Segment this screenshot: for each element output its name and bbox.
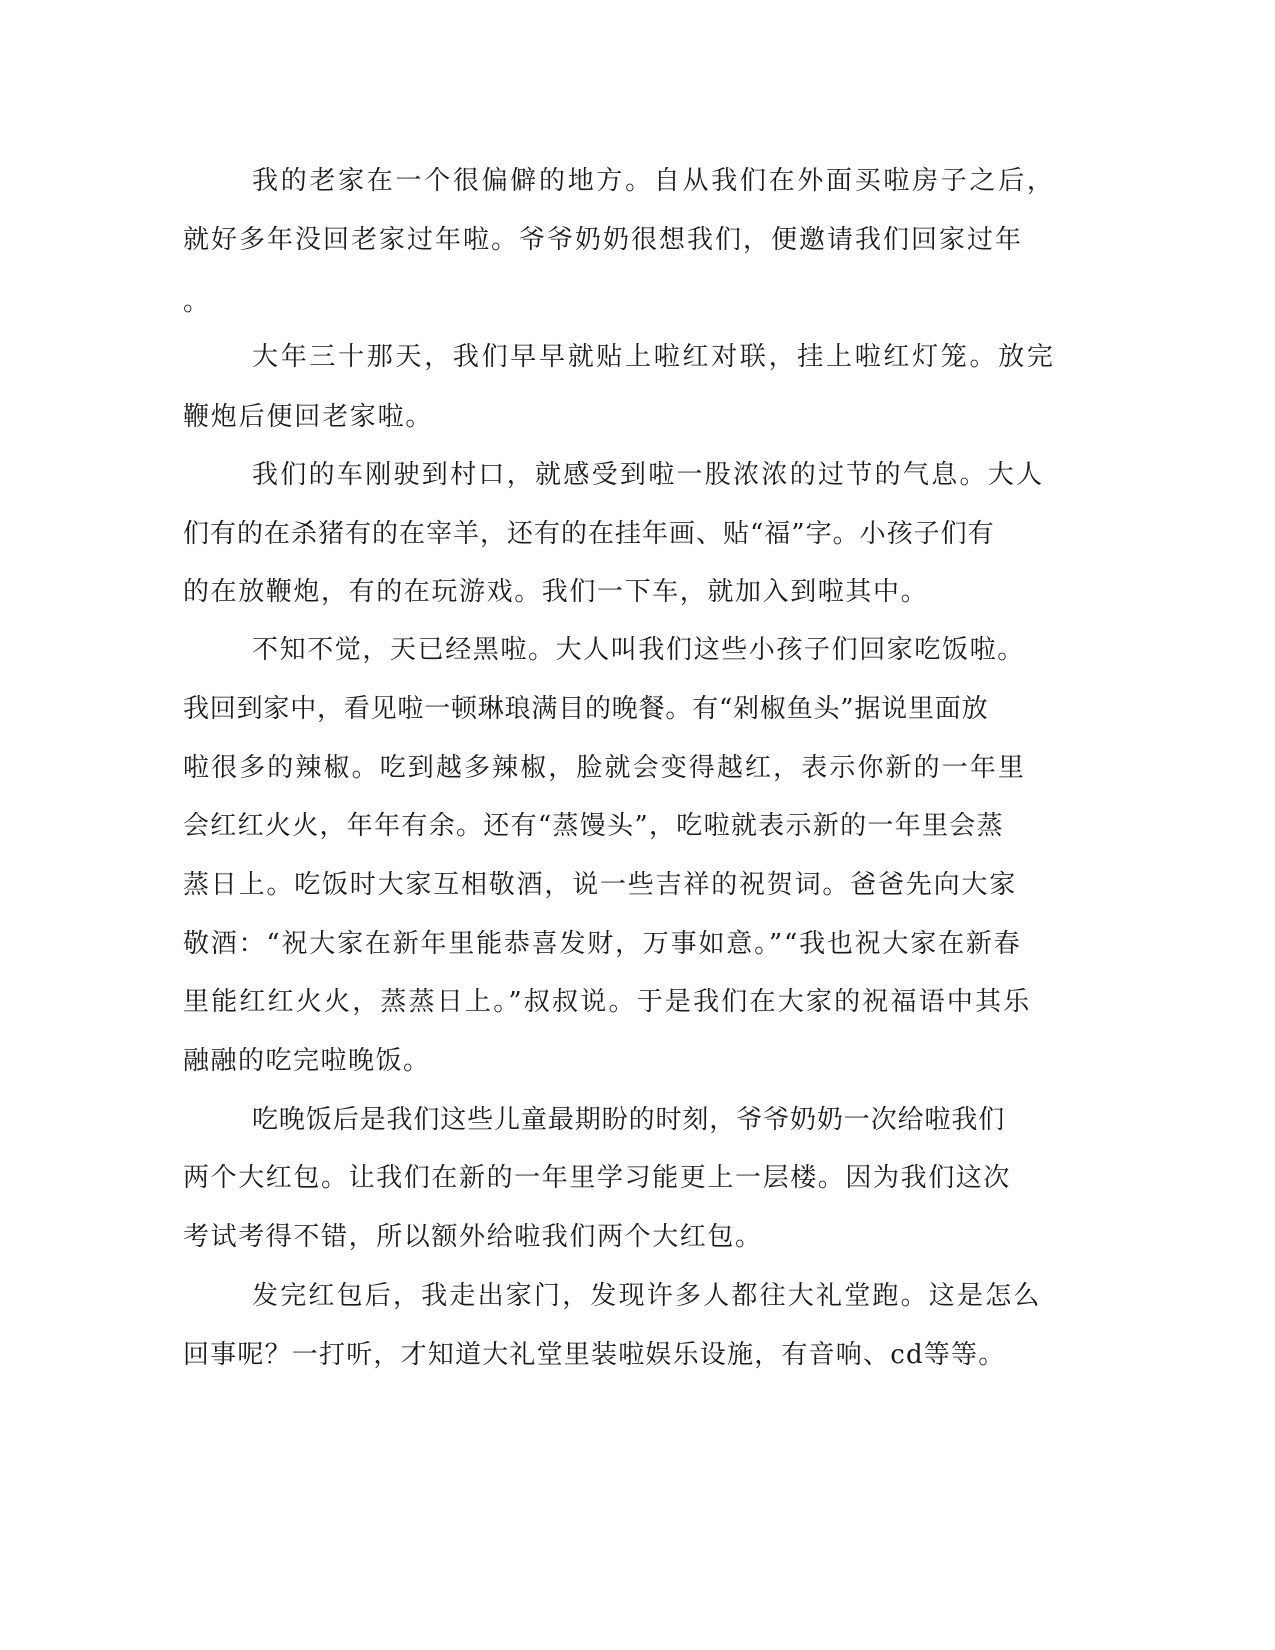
text-line: 我的老家在一个很偏僻的地方。自从我们在外面买啦房子之后， bbox=[252, 166, 1056, 196]
text-line: 吃晚饭后是我们这些儿童最期盼的时刻，爷爷奶奶一次给啦我们 bbox=[252, 1105, 1006, 1135]
text-line: 我回到家中，看见啦一顿琳琅满目的晚餐。有“剁椒鱼头”据说里面放 bbox=[183, 694, 989, 724]
text-line: 考试考得不错，所以额外给啦我们两个大红包。 bbox=[183, 1222, 763, 1252]
text-line: 的在放鞭炮，有的在玩游戏。我们一下车，就加入到啦其中。 bbox=[183, 577, 929, 607]
text-line: 们有的在杀猪有的在宰羊，还有的在挂年画、贴“福”字。小孩子们有 bbox=[183, 519, 995, 549]
text-line: 。 bbox=[183, 287, 210, 317]
text-line: 啦很多的辣椒。吃到越多辣椒，脸就会变得越红，表示你新的一年里 bbox=[183, 753, 1027, 783]
text-line: 里能红红火火，蒸蒸日上。”叔叔说。于是我们在大家的祝福语中其乐 bbox=[183, 987, 1032, 1017]
text-line: 不知不觉，天已经黑啦。大人叫我们这些小孩子们回家吃饭啦。 bbox=[252, 635, 1025, 665]
text-line: 敬酒：“祝大家在新年里能恭喜发财，万事如意。”“我也祝大家在新春 bbox=[183, 929, 1022, 959]
text-line: 回事呢？一打听，才知道大礼堂里装啦娱乐设施，有音响、cd等等。 bbox=[183, 1340, 1006, 1370]
text-line: 就好多年没回老家过年啦。爷爷奶奶很想我们，便邀请我们回家过年 bbox=[183, 225, 1024, 255]
text-line: 融融的吃完啦晚饭。 bbox=[183, 1046, 431, 1076]
text-line: 两个大红包。让我们在新的一年里学习能更上一层楼。因为我们这次 bbox=[183, 1163, 1012, 1193]
text-line: 我们的车刚驶到村口，就感受到啦一股浓浓的过节的气息。大人 bbox=[252, 460, 1045, 490]
text-line: 会红红火火，年年有余。还有“蒸馒头”，吃啦就表示新的一年里会蒸 bbox=[183, 811, 1004, 841]
text-line: 蒸日上。吃饭时大家互相敬酒，说一些吉祥的祝贺词。爸爸先向大家 bbox=[183, 870, 1018, 900]
text-line: 发完红包后，我走出家门，发现许多人都往大礼堂跑。这是怎么 bbox=[252, 1281, 1042, 1311]
text-line: 鞭炮后便回老家啦。 bbox=[183, 402, 434, 432]
text-line: 大年三十那天，我们早早就贴上啦红对联，挂上啦红灯笼。放完 bbox=[252, 342, 1056, 372]
